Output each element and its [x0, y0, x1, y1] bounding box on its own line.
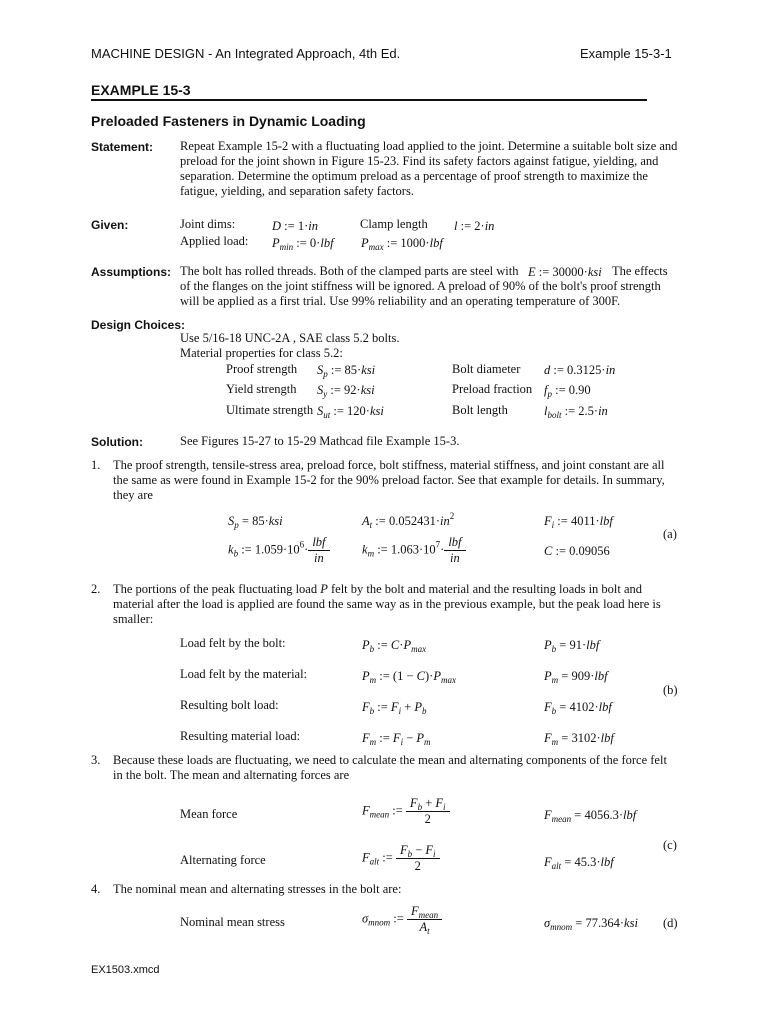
- eq-lbolt: $l_{bolt}$ := 2.5·in: [544, 404, 608, 420]
- solution-text: See Figures 15-27 to 15-29 Mathcad file Example 15-3.: [180, 434, 460, 448]
- example-reference: Example 15-3-1: [580, 46, 672, 61]
- bolt-length-label: Bolt length: [452, 403, 508, 417]
- eq-E: E := 30000·ksi: [528, 265, 602, 279]
- page-title: EXAMPLE 15-3: [91, 82, 191, 98]
- step-4-text: The nominal mean and alternating stresses in the bolt are:: [113, 882, 402, 896]
- preload-fraction-label: Preload fraction: [452, 382, 533, 396]
- eq-Fb-value: $F_b = 4102\cdot lbf$: [544, 700, 612, 716]
- eq-km: $k_m$ := $1.063\cdot 10^7\cdot$ $\frac{\text{lbf}}{in}$: [362, 535, 466, 566]
- eq-smnom-def: $\sigma_{mnom}$ := $\frac{F_{mean}}{A_t}$: [362, 904, 442, 935]
- proof-strength-label: Proof strength: [226, 362, 298, 376]
- eq-Fi: $F_i$ := 4011·lbf: [544, 514, 613, 530]
- design-choices-label: Design Choices:: [91, 318, 186, 332]
- eq-Falt-def: $F_{alt}$ := $\frac{F_b - F_i}{2}$: [362, 843, 440, 874]
- step-1-number: 1.: [91, 458, 101, 472]
- load-bolt-label: Load felt by the bolt:: [180, 636, 286, 650]
- step-3-number: 3.: [91, 753, 101, 767]
- eq-C: C := 0.09056: [544, 544, 610, 558]
- step-2-text: The portions of the peak fluctuating load P felt by the bolt and material and the resulting loads in bolt and material after the load is applied are found the same way as in the previous example, but the peak load here is smaller:: [113, 582, 661, 626]
- eq-l: l := 2·in: [454, 219, 495, 233]
- design-choice-material: Material properties for class 5.2:: [180, 346, 343, 360]
- eq-Pmax: $P_{max}$ := 1000·lbf: [361, 236, 443, 252]
- eq-At: $A_t$ := $0.052431\cdot in^2$: [362, 511, 455, 530]
- ultimate-strength-label: Ultimate strength: [226, 403, 314, 417]
- eq-Fm-value: $F_m = 3102\cdot lbf$: [544, 731, 614, 747]
- eq-Pm-value: $P_m = 909\cdot lbf$: [544, 669, 608, 685]
- joint-dims-label: Joint dims:: [180, 217, 236, 231]
- eq-Pb-value: $P_b = 91\cdot lbf$: [544, 638, 600, 654]
- solution-label: Solution:: [91, 435, 143, 449]
- given-label: Given:: [91, 218, 129, 232]
- clamp-length-label: Clamp length: [360, 217, 428, 231]
- eq-Sp-summary: $S_p = 85\cdot ksi$: [228, 514, 283, 530]
- eq-Fmean-value: $F_{mean} = 4056.3\cdot lbf$: [544, 808, 637, 824]
- statement-text: Repeat Example 15-2 with a fluctuating load applied to the joint. Determine a suitable bolt size and preload for the joint shown in Figure 15-23. Find its safety factors against fatigue, yielding, and separation. Determine the optimum preload as a percentage of proof strength to maximize the fatigue, yielding, and separation safety factors.: [180, 139, 678, 198]
- assumptions-text-2: The effects of the flanges on the joint stiffness will be ignored. A preload of 90% of the bolt's proof strength will be applied as a first trial. Use 99% reliability and an operating temperature of 300F.: [180, 264, 668, 308]
- eq-Pmin: $P_{min}$ := 0·lbf: [272, 236, 334, 252]
- alt-force-label: Alternating force: [180, 853, 266, 867]
- eq-smnom-value: $\sigma_{mnom} = 77.364\cdot ksi$: [544, 916, 638, 932]
- applied-load-label: Applied load:: [180, 234, 249, 248]
- design-choice-bolt: Use 5/16-18 UNC-2A , SAE class 5.2 bolts.: [180, 331, 400, 345]
- eq-Sut: $S_{ut}$ := 120·ksi: [317, 404, 384, 420]
- step-4-number: 4.: [91, 882, 101, 896]
- result-bolt-label: Resulting bolt load:: [180, 698, 279, 712]
- nom-mean-stress-label: Nominal mean stress: [180, 915, 285, 929]
- assumptions-text-1: The bolt has rolled threads. Both of the clamped parts are steel with: [180, 264, 519, 278]
- step-1-text: The proof strength, tensile-stress area, preload force, bolt stiffness, material stiffness, and joint constant are all the same as were found in Example 15-2 for the 90% preload factor. See that example for details. In summary, they are: [113, 458, 665, 502]
- subtitle: Preloaded Fasteners in Dynamic Loading: [91, 113, 366, 129]
- eq-tag-a: (a): [663, 527, 677, 541]
- title-underline: [91, 99, 647, 101]
- book-title: MACHINE DESIGN - An Integrated Approach, 4th Ed.: [91, 46, 401, 61]
- eq-Falt-value: $F_{alt} = 45.3\cdot lbf$: [544, 855, 614, 871]
- eq-kb: $k_b$ := $1.059\cdot 10^6\cdot$ $\frac{\text{lbf}}{in}$: [228, 535, 330, 566]
- eq-Fmean-def: $F_{mean}$ := $\frac{F_b + F_i}{2}$: [362, 796, 450, 827]
- yield-strength-label: Yield strength: [226, 382, 297, 396]
- eq-Sp: $S_p$ := 85·ksi: [317, 363, 376, 379]
- eq-tag-b: (b): [663, 683, 678, 697]
- bolt-diameter-label: Bolt diameter: [452, 362, 521, 376]
- file-name-footer: EX1503.xmcd: [91, 964, 160, 976]
- step-2-number: 2.: [91, 582, 101, 596]
- mean-force-label: Mean force: [180, 807, 238, 821]
- statement-label: Statement:: [91, 140, 154, 154]
- eq-fp: $f_p$ := 0.90: [544, 383, 591, 399]
- assumptions-label: Assumptions:: [91, 265, 172, 279]
- eq-tag-d: (d): [663, 916, 678, 930]
- step-3-text: Because these loads are fluctuating, we need to calculate the mean and alternating components of the force felt in the bolt. The mean and alternating forces are: [113, 753, 667, 782]
- load-material-label: Load felt by the material:: [180, 667, 308, 681]
- eq-d: d := 0.3125·in: [544, 363, 616, 377]
- eq-tag-c: (c): [663, 838, 677, 852]
- result-material-label: Resulting material load:: [180, 729, 301, 743]
- eq-Pb-def: $P_b$ := $C\cdot P_{max}$: [362, 638, 427, 654]
- eq-D: D := 1·in: [272, 219, 318, 233]
- eq-Pm-def: $P_m$ := $(1 - C)\cdot P_{max}$: [362, 669, 456, 685]
- eq-Sy: $S_y$ := 92·ksi: [317, 383, 375, 399]
- eq-Fb-def: $F_b$ := $F_i + P_b$: [362, 700, 427, 716]
- eq-Fm-def: $F_m$ := $F_i - P_m$: [362, 731, 431, 747]
